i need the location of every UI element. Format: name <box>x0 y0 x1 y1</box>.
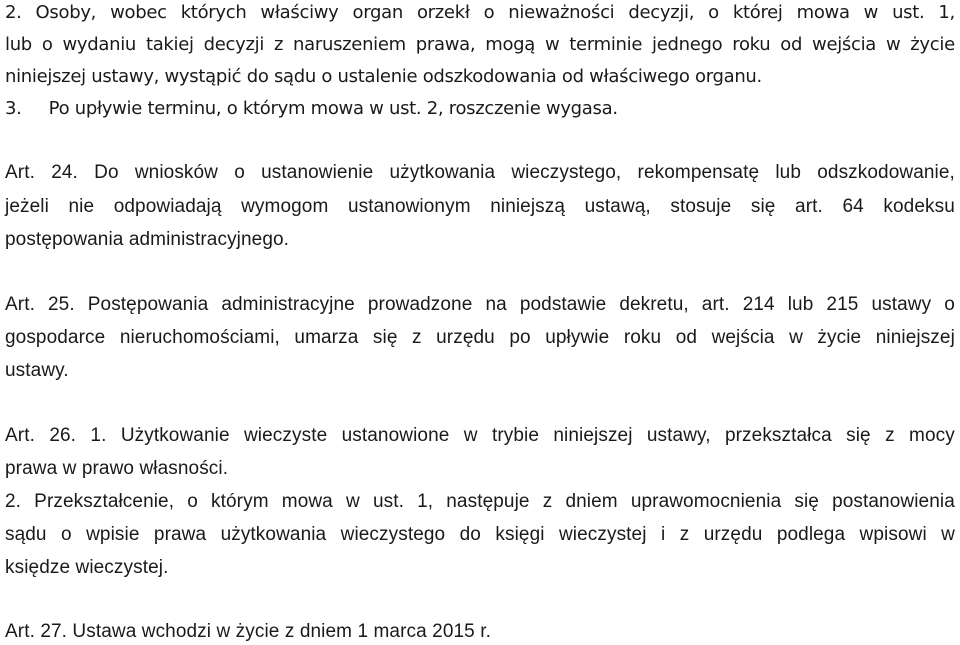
article-26-line-4: sądu o wpisie prawa użytkowania wieczystego do księgi wieczystej i z urzędu podlega wpisowi w <box>5 524 955 545</box>
article-24-line-2: jeżeli nie odpowiadają wymogom ustanowionym niniejszą ustawą, stosuje się art. 64 kodeksu <box>5 196 955 217</box>
article-25-line-1: Art. 25. Postępowania administracyjne prowadzone na podstawie dekretu, art. 214 lub 215 ustawy o <box>5 294 955 315</box>
article-26-line-3: 2. Przekształcenie, o którym mowa w ust. 1, następuje z dniem uprawomocnienia się postanowienia <box>5 491 955 512</box>
article-26-line-1: Art. 26. 1. Użytkowanie wieczyste ustanowione w trybie niniejszej ustawy, przekształca się z mocy <box>5 425 955 446</box>
article-26-line-2: prawa w prawo własności. <box>5 458 229 479</box>
article-27-line-1: Art. 27. Ustawa wchodzi w życie z dniem 1 marca 2015 r. <box>5 621 491 642</box>
text-line-3: niniejszej ustawy, wystąpić do sądu o ustalenie odszkodowania od właściwego organu. <box>5 66 762 87</box>
article-25-line-2: gospodarce nieruchomościami, umarza się z urzędu po upływie roku od wejścia w życie niniejszej <box>5 327 955 348</box>
text-line-4: 3. Po upływie terminu, o którym mowa w ust. 2, roszczenie wygasa. <box>5 98 618 119</box>
article-26-line-5: księdze wieczystej. <box>5 557 169 578</box>
text-line-2: lub o wydaniu takiej decyzji z naruszeniem prawa, mogą w terminie jednego roku od wejścia w życie <box>5 34 955 55</box>
article-24-line-3: postępowania administracyjnego. <box>5 229 290 250</box>
article-24-line-1: Art. 24. Do wniosków o ustanowienie użytkowania wieczystego, rekompensatę lub odszkodowanie, <box>5 162 955 183</box>
text-line-1: 2. Osoby, wobec których właściwy organ orzekł o nieważności decyzji, o której mowa w ust. 1, <box>5 2 955 23</box>
article-25-line-3: ustawy. <box>5 360 69 381</box>
